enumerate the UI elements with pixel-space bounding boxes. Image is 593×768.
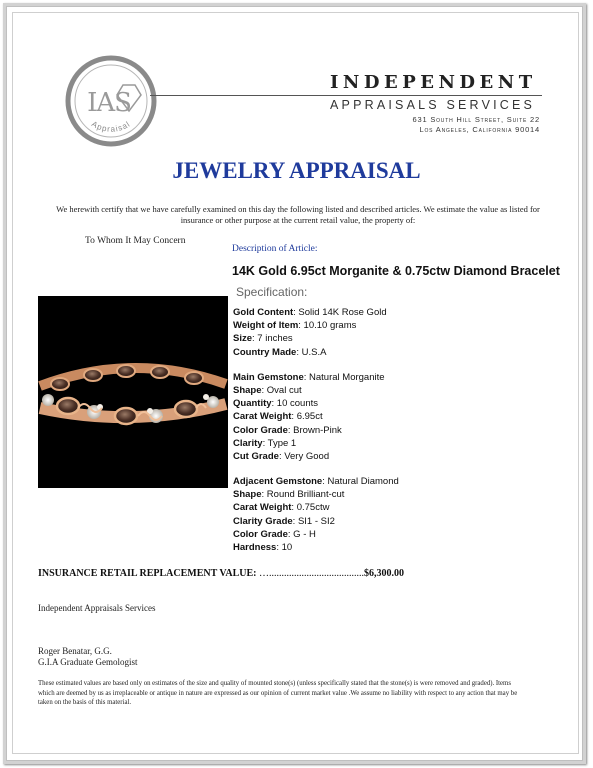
spec-gold-content: Gold Content: Solid 14K Rose Gold (233, 307, 387, 318)
spec-adjacent-carat: Carat Weight: 0.75ctw (233, 502, 330, 514)
spec-adjacent-shape: Shape: Round Brilliant-cut (233, 489, 345, 501)
spec-main-gemstone: Main Gemstone: Natural Morganite (233, 371, 385, 383)
article-title: 14K Gold 6.95ct Morganite & 0.75ctw Diamond Bracelet (232, 264, 560, 278)
spec-quantity: Quantity: 10 counts (233, 398, 319, 410)
spec-size: Size: 7 inches (233, 333, 293, 345)
spec-main-carat: Carat Weight: 6.95ct (233, 411, 323, 423)
replacement-value (38, 568, 404, 579)
address-line-2: Los Angeles, California 90014 (419, 125, 540, 134)
appraiser-name: Roger Benatar, G.G. (38, 646, 112, 656)
spec-hardness: Hardness: 10 (233, 542, 293, 553)
svg-text:Appraisal: Appraisal (90, 119, 133, 134)
spec-adjacent-color: Color Grade: G - H (233, 528, 316, 540)
header-divider (150, 95, 542, 96)
bracelet-image (38, 296, 228, 488)
description-label: Description of Article: (232, 244, 318, 254)
company-name: INDEPENDENT (330, 72, 537, 93)
specification-label: Specification: (236, 285, 308, 299)
value-label: INSURANCE RETAIL REPLACEMENT VALUE: (38, 568, 257, 579)
ias-logo (65, 55, 157, 147)
svg-text:IAS: IAS (87, 88, 131, 118)
spec-main-color: Color Grade: Brown-Pink (233, 424, 342, 436)
spec-adjacent-clarity: Clarity Grade: SI1 - SI2 (233, 515, 335, 527)
recipient: To Whom It May Concern (85, 236, 186, 246)
signature-company: Independent Appraisals Services (38, 603, 156, 613)
appraiser-credential: G.I.A Graduate Gemologist (38, 657, 138, 667)
company-address (360, 115, 540, 135)
spec-main-shape: Shape: Oval cut (233, 384, 302, 396)
spec-weight: Weight of Item: 10.10 grams (233, 320, 357, 332)
bracelet-photo (38, 296, 228, 488)
document-title: JEWELRY APPRAISAL (172, 158, 421, 183)
spec-country: Country Made: U.S.A (233, 346, 327, 358)
value-amount: $6,300.00 (363, 568, 404, 579)
spec-adjacent-gemstone: Adjacent Gemstone: Natural Diamond (233, 476, 399, 488)
spec-cut: Cut Grade: Very Good (233, 450, 330, 462)
signature-block (38, 646, 137, 668)
company-subtitle: APPRAISALS SERVICES (330, 98, 536, 112)
certification-intro: We herewith certify that we have carefully examined on this day the following listed and described articles. We estimate the value as listed for insurance or other purpose at the current retail value, the property of: (56, 204, 540, 225)
spec-clarity: Clarity: Type 1 (233, 437, 297, 449)
address-line-1: 631 South Hill Street, Suite 22 (412, 115, 540, 124)
disclaimer: These estimated values are based only on estimates of the size and quality of mounted stone(s) (unless specifically stated that the stone(s) is were removed and graded). Items which are deemed by us as irreplaceable or antique in nature are expressed as our opinion of current market value .We assume no liability with respect to any action that may be taken on the basis of this material. (38, 680, 518, 706)
specification-list (233, 306, 399, 554)
value-dots: …...................................... (256, 568, 364, 579)
